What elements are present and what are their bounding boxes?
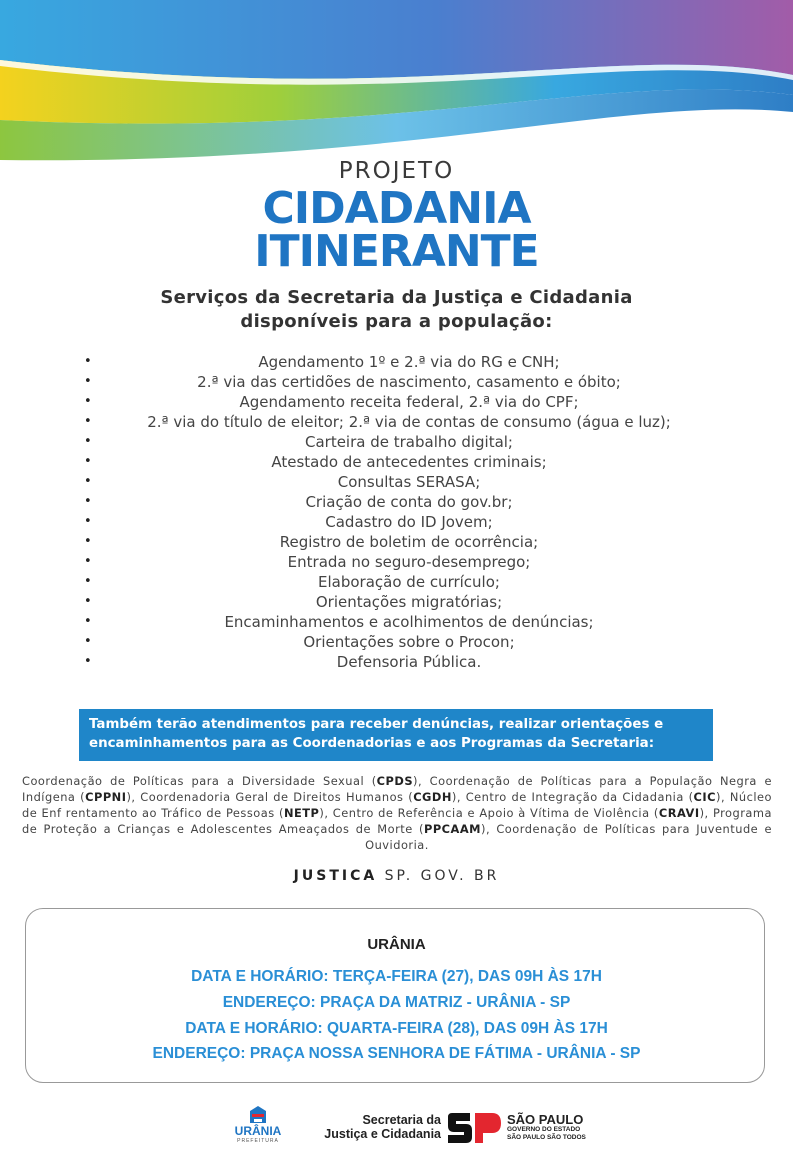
program-acronym: CIC [693,790,717,804]
programs-text: ), Programa de Proteção a Crianças e Adolescentes Ameaçados de Morte ( [22,806,772,836]
programs-text: ), Centro de Integração da Cidadania ( [451,790,694,804]
urania-logo [228,1105,288,1150]
sp-line3: SÃO PAULO SÃO TODOS [507,1134,586,1141]
callout-line2: encaminhamentos para as Coordenadorias e aos Programas da Secretaria: [89,736,655,751]
project-label: PROJETO [338,158,455,184]
website-bold: JUSTICA [293,868,378,884]
list-item: • Atestado de antecedentes criminais; [84,452,734,472]
list-item: • Agendamento receita federal, 2.ª via do CPF; [84,392,734,412]
services-heading-line1: Serviços da Secretaria da Justiça e Cidadania [160,287,633,308]
callout-banner [79,709,713,761]
programs-text: ), Coordenação de Políticas para a População Negra e Indígena ( [22,774,772,804]
sp-logo-icon [446,1113,502,1143]
programs-text: ), Coordenação de Políticas para Juventude e Ouvidoria. [365,822,772,852]
list-item: • Registro de boletim de ocorrência; [84,532,734,552]
sp-line1: SÃO PAULO [507,1112,584,1127]
sp-government-text [507,1113,597,1142]
list-item: • Entrada no seguro-desemprego; [84,552,734,572]
project-title-line1: CIDADANIA [262,183,531,234]
list-item: • Criação de conta do gov.br; [84,492,734,512]
header-wave-banner [0,0,793,170]
services-heading-line2: disponíveis para a população: [240,311,553,332]
program-acronym: PPCAAM [423,822,481,836]
secretaria-line1: Secretaria da [362,1113,441,1127]
list-item: • Consultas SERASA; [84,472,734,492]
schedule-date-1: DATA E HORÁRIO: TERÇA-FEIRA (27), DAS 09H ÀS 17H [191,968,602,985]
schedule-address-1: ENDEREÇO: PRAÇA DA MATRIZ - URÂNIA - SP [222,994,571,1011]
list-item: • Orientações migratórias; [84,592,734,612]
program-acronym: CPDS [376,774,414,788]
secretaria-logo-text [305,1113,441,1141]
program-acronym: CGDH [413,790,452,804]
program-acronym: CPPNI [85,790,127,804]
schedule-city: URÂNIA [367,936,426,953]
urania-name: URÂNIA [234,1124,282,1138]
callout-line1: Também terão atendimentos para receber denúncias, realizar orientações e [89,717,664,732]
sp-line2: GOVERNO DO ESTADO [507,1126,581,1133]
urania-subtitle: PREFEITURA [237,1138,279,1144]
programs-paragraph [22,773,772,853]
list-item: • Elaboração de currículo; [84,572,734,592]
project-title-line2: ITINERANTE [254,226,539,277]
schedule-date-2: DATA E HORÁRIO: QUARTA-FEIRA (28), DAS 09H ÀS 17H [185,1020,608,1037]
secretaria-line2: Justiça e Cidadania [324,1127,441,1141]
list-item: • 2.ª via do título de eleitor; 2.ª via de contas de consumo (água e luz); [84,412,734,432]
programs-text: ), Núcleo de Enf rentamento ao Tráfico de Pessoas ( [22,790,772,820]
list-item: • 2.ª via das certidões de nascimento, casamento e óbito; [84,372,734,392]
schedule-address-2: ENDEREÇO: PRAÇA NOSSA SENHORA DE FÁTIMA - URÂNIA - SP [152,1045,641,1062]
program-acronym: NETP [283,806,320,820]
program-acronym: CRAVI [658,806,700,820]
list-item: • Cadastro do ID Jovem; [84,512,734,532]
list-item: • Agendamento 1º e 2.ª via do RG e CNH; [84,352,734,372]
services-list [84,352,734,672]
urania-emblem-icon [228,1105,288,1125]
services-heading [0,286,793,334]
programs-text: ), Coordenadoria Geral de Direitos Humanos ( [126,790,414,804]
list-item: • Carteira de trabalho digital; [84,432,734,452]
programs-text: ), Centro de Referência e Apoio à Vítima de Violência ( [319,806,659,820]
website-text [0,868,793,884]
programs-text: Coordenação de Políticas para a Diversidade Sexual ( [22,774,377,788]
list-item: • Encaminhamentos e acolhimentos de denúncias; [84,612,734,632]
website-rest: SP. GOV. BR [377,868,500,884]
footer-logos [0,1105,793,1155]
list-item: • Orientações sobre o Procon; [84,632,734,652]
list-item: • Defensoria Pública. [84,652,734,672]
